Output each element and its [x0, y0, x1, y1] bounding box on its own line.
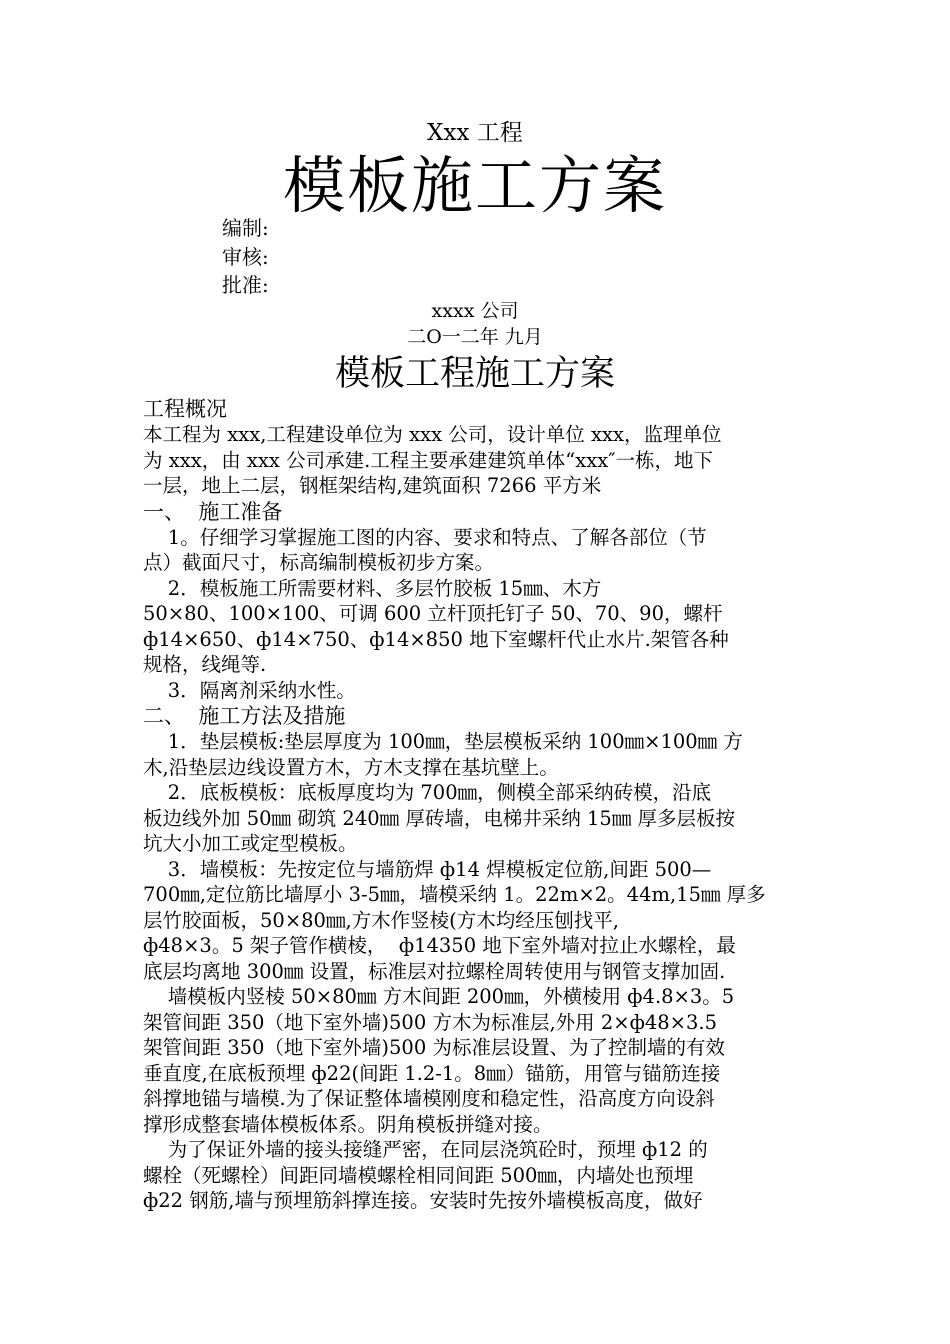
company-name: xxxx 公司 [431, 300, 519, 322]
body-line: 板边线外加 50㎜ 砌筑 240㎜ 厚砖墙，电梯井采纳 15㎜ 厚多层板按 [143, 806, 736, 830]
body-line: 坑大小加工或定型模板。 [143, 832, 358, 855]
body-line: 2．模板施工所需要材料、多层竹胶板 15㎜、木方 [143, 576, 602, 600]
body-line: 2．底板模板：底板厚度均为 700㎜，侧模全部采纳砖模，沿底 [143, 781, 712, 804]
section-heading: 一、 施工准备 [143, 499, 283, 524]
cover-title: 模板施工方案 [282, 149, 667, 222]
project-name: Xxx 工程 [427, 120, 523, 146]
body-line: 垂直度,在底板预埋 ф22(间距 1.2-1。8㎜）锚筋，用管与锚筋连接 [143, 1061, 721, 1085]
body-line: 底层均离地 300㎜ 设置，标准层对拉螺栓周转使用与钢管支撑加固. [143, 959, 726, 983]
section-heading: 工程概况 [143, 397, 227, 421]
body-line: 规格，线绳等. [143, 653, 267, 676]
body-line: 1．垫层模板:垫层厚度为 100㎜，垫层模板采纳 100㎜×100㎜ 方 [143, 730, 743, 753]
section-heading: 二、 施工方法及措施 [143, 704, 346, 728]
body-line: 为了保证外墙的接头接缝严密，在同层浇筑砼时，预埋 ф12 的 [143, 1138, 708, 1161]
document-date: 二O一二年 九月 [407, 326, 543, 348]
body-line: 1。仔细学习掌握施工图的内容、要求和特点、了解各部位（节 [143, 525, 707, 549]
body-line: 架管间距 350（地下室外墙)500 方木为标准层,外用 2×ф48×3.5 [143, 1010, 718, 1034]
document-body [143, 396, 808, 1214]
body-line: 斜撑地锚与墙模.为了保证整体墙模刚度和稳定性，沿高度方向设斜 [143, 1087, 715, 1110]
body-line: 3．墙模板：先按定位与墙筋焊 ф14 焊模板定位筋,间距 500— [143, 857, 712, 881]
body-line: ф14×650、ф14×750、ф14×850 地下室螺杆代止水片.架管各种 [143, 627, 729, 651]
body-line: 螺栓（死螺栓）间距同墙模螺栓相同间距 500㎜，内墙处也预埋 [143, 1163, 694, 1187]
body-line: 撑形成整套墙体模板体系。阴角模板拼缝对接。 [143, 1112, 553, 1136]
body-line: ф22 钢筋,墙与预埋筋斜撑连接。安装时先按外墙模板高度，做好 [143, 1189, 703, 1212]
body-line: 一层，地上二层，钢框架结构,建筑面积 7266 平方米 [143, 474, 602, 497]
body-line: 层竹胶面板，50×80㎜,方木作竖棱(方木均经压刨找平, [143, 908, 619, 932]
body-line: 3．隔离剂采纳水性。 [143, 678, 356, 702]
body-line: 墙模板内竖棱 50×80㎜ 方木间距 200㎜，外横棱用 ф4.8×3。5 [143, 985, 735, 1008]
body-line: 700㎜,定位筋比墙厚小 3-5㎜，墙模采纳 1。22m×2。44m,15㎜ 厚多 [143, 883, 766, 906]
document-title: 模板工程施工方案 [334, 354, 615, 394]
body-line: 架管间距 350（地下室外墙)500 为标准层设置、为了控制墙的有效 [143, 1036, 725, 1059]
signoff-compiled: 编制: [222, 216, 269, 240]
body-line: 本工程为 xxx,工程建设单位为 xxx 公司，设计单位 xxx，监理单位 [143, 423, 722, 446]
body-line: ф48×3。5 架子管作横棱， ф14350 地下室外墙对拉止水螺栓，最 [143, 934, 736, 957]
signoff-reviewed: 审核: [222, 245, 269, 269]
signoff-approved: 批准: [222, 273, 269, 297]
body-line: 木,沿垫层边线设置方木，方木支撑在基坑壁上。 [143, 755, 559, 779]
body-line: 50×80、100×100、可调 600 立杆顶托钉子 50、70、90，螺杆 [143, 602, 723, 625]
body-line: 为 xxx，由 xxx 公司承建.工程主要承建建筑单体“xxx″一栋，地下 [143, 448, 714, 472]
body-line: 点）截面尺寸，标高编制模板初步方案。 [143, 551, 495, 574]
